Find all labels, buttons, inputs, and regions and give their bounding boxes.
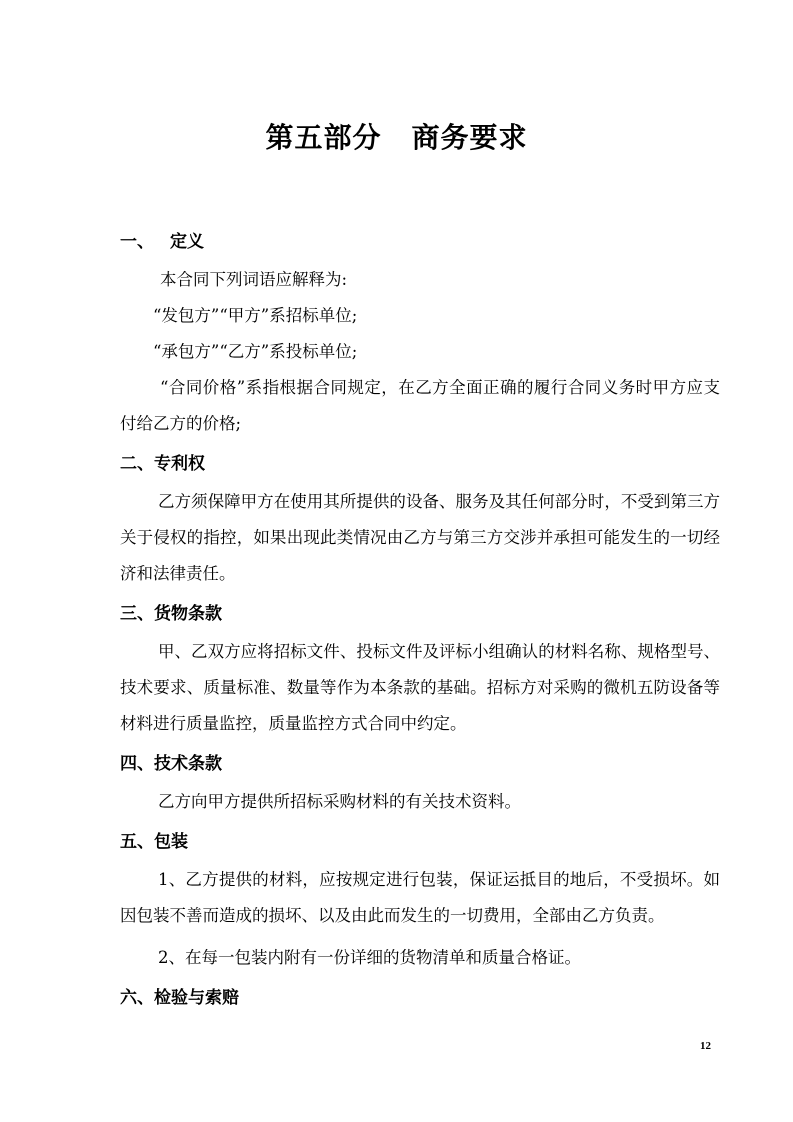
section-heading-goods: 三、货物条款	[120, 604, 222, 624]
paragraph: “承包方”“乙方”系投标单位;	[153, 342, 358, 361]
document-body	[120, 226, 720, 1018]
section-heading-inspection: 六、检验与索赔	[120, 988, 239, 1008]
paragraph: “合同价格”系指根据合同规定，在乙方全面正确的履行合同义务时甲方应支付给乙方的价格;	[120, 378, 720, 433]
section-heading-patent: 二、专利权	[120, 454, 205, 474]
paragraph: 甲、乙双方应将招标文件、投标文件及评标小组确认的材料名称、规格型号、技术要求、质量标准、数量等作为本条款的基础。招标方对采购的微机五防设备等材料进行质量监控，质量监控方式合同中约定。	[120, 642, 720, 733]
section-heading-technical: 四、技术条款	[120, 754, 222, 774]
paragraph: 1、乙方提供的材料，应按规定进行包装，保证运抵目的地后，不受损坏。如因包装不善而造成的损坏、以及由此而发生的一切费用，全部由乙方负责。	[120, 870, 720, 925]
section-heading-packaging: 五、包装	[120, 832, 188, 852]
paragraph: 乙方须保障甲方在使用其所提供的设备、服务及其任何部分时，不受到第三方关于侵权的指控，如果出现此类情况由乙方与第三方交涉并承担可能发生的一切经济和法律责任。	[120, 492, 720, 583]
paragraph: 本合同下列词语应解释为:	[160, 270, 348, 289]
title-part: 第五部分	[265, 121, 382, 154]
title-name: 商务要求	[411, 121, 528, 154]
page-number: 12	[700, 1040, 711, 1052]
paragraph: “发包方”“甲方”系招标单位;	[153, 306, 358, 325]
page-title	[0, 118, 793, 158]
section-heading-definitions: 一、 定义	[120, 232, 204, 252]
paragraph: 2、在每一包装内附有一份详细的货物清单和质量合格证。	[158, 948, 581, 967]
paragraph: 乙方向甲方提供所招标采购材料的有关技术资料。	[158, 792, 521, 811]
